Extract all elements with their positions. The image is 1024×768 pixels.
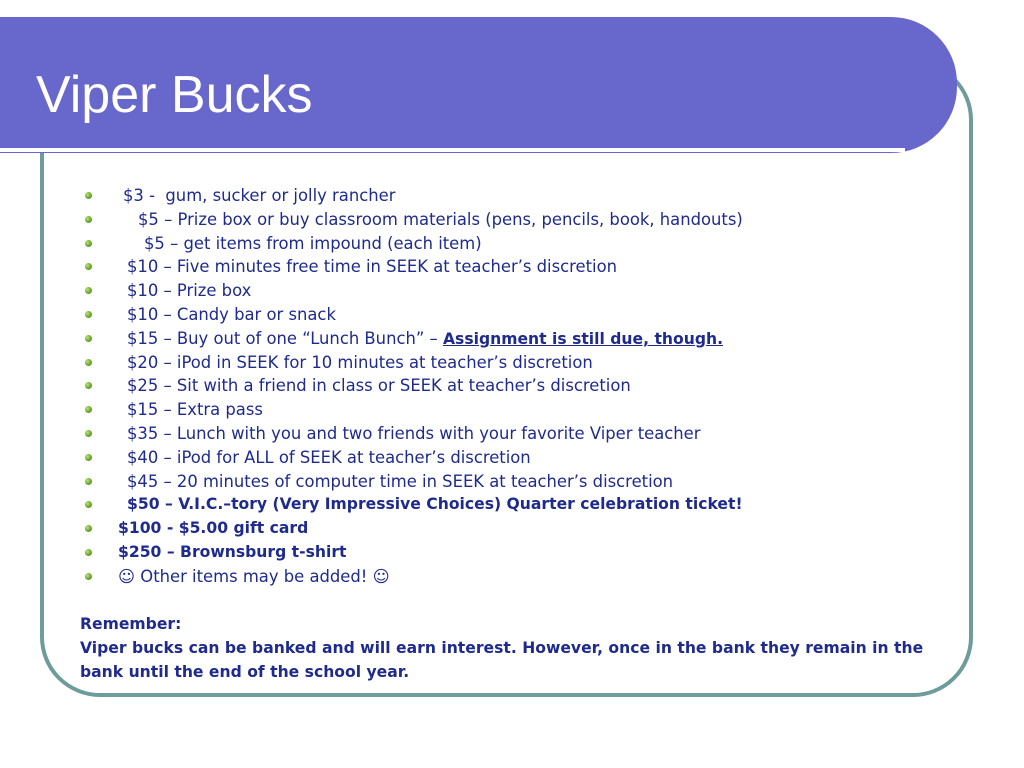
assignment-due-link[interactable]: Assignment is still due, though. xyxy=(442,329,724,348)
bullet-dot-icon xyxy=(85,216,92,223)
list-item-text: $45 – 20 minutes of computer time in SEEK at teacher’s discretion xyxy=(127,471,674,491)
list-item xyxy=(82,255,618,279)
list-item-text: $5 – Prize box or buy classroom materials (pens, pencils, book, handouts) xyxy=(138,209,743,229)
bullet-dot-icon xyxy=(85,573,92,580)
list-item-text: $250 – Brownsburg t-shirt xyxy=(118,542,347,561)
bullet-dot-icon xyxy=(85,359,92,366)
title-banner xyxy=(0,17,957,153)
list-item xyxy=(82,446,531,470)
remember-heading: Remember: xyxy=(80,615,182,633)
list-item xyxy=(82,374,631,398)
remember-note xyxy=(80,612,960,684)
list-item-text: $10 – Prize box xyxy=(127,281,252,301)
list-item xyxy=(82,541,347,565)
list-item xyxy=(82,279,252,303)
list-item xyxy=(82,351,593,375)
bullet-dot-icon xyxy=(85,478,92,485)
list-item-text: $25 – Sit with a friend in class or SEEK at teacher’s discretion xyxy=(127,376,631,396)
title-underline xyxy=(0,148,905,152)
bullet-dot-icon xyxy=(85,240,92,247)
list-item xyxy=(82,398,263,422)
reward-list xyxy=(82,184,743,589)
bullet-dot-icon xyxy=(85,192,92,199)
list-item-text: $5 – get items from impound (each item) xyxy=(144,233,482,253)
slide-title: Viper Bucks xyxy=(36,66,313,124)
bullet-dot-icon xyxy=(85,549,92,556)
list-item-text: $35 – Lunch with you and two friends with your favorite Viper teacher xyxy=(127,423,701,443)
bullet-dot-icon xyxy=(85,430,92,437)
list-item xyxy=(82,422,701,446)
bullet-dot-icon xyxy=(85,525,92,532)
list-item-text: $3 - gum, sucker or jolly rancher xyxy=(123,186,396,205)
list-item xyxy=(82,303,336,327)
list-item xyxy=(82,327,724,351)
list-item xyxy=(82,232,482,256)
list-item xyxy=(82,208,743,232)
bullet-dot-icon xyxy=(85,263,92,270)
list-item-text xyxy=(127,327,723,352)
bullet-dot-icon xyxy=(85,287,92,294)
list-item-text-part: $15 – Buy out of one “Lunch Bunch” – xyxy=(127,328,443,348)
bullet-dot-icon xyxy=(85,382,92,389)
list-item-text: $15 – Extra pass xyxy=(127,400,263,420)
bullet-dot-icon xyxy=(85,335,92,342)
list-item-text: $10 – Candy bar or snack xyxy=(127,304,336,324)
list-item xyxy=(82,565,390,589)
list-item-text: $100 - $5.00 gift card xyxy=(118,519,309,538)
list-item xyxy=(82,184,396,208)
list-item xyxy=(82,493,743,517)
list-item-text: $40 – iPod for ALL of SEEK at teacher’s discretion xyxy=(127,447,531,467)
bullet-dot-icon xyxy=(85,501,92,508)
list-item-text: $10 – Five minutes free time in SEEK at teacher’s discretion xyxy=(127,257,618,277)
list-item-text: ☺ Other items may be added! ☺ xyxy=(118,566,390,586)
list-item-text: $50 – V.I.C.–tory (Very Impressive Choices) Quarter celebration ticket! xyxy=(127,495,743,514)
bullet-dot-icon xyxy=(85,406,92,413)
list-item xyxy=(82,517,309,541)
bullet-dot-icon xyxy=(85,311,92,318)
list-item-text: $20 – iPod in SEEK for 10 minutes at teacher’s discretion xyxy=(127,352,593,372)
remember-body: Viper bucks can be banked and will earn interest. However, once in the bank they remain in the bank until the end of the school year. xyxy=(80,639,924,681)
bullet-dot-icon xyxy=(85,454,92,461)
list-item xyxy=(82,470,674,494)
